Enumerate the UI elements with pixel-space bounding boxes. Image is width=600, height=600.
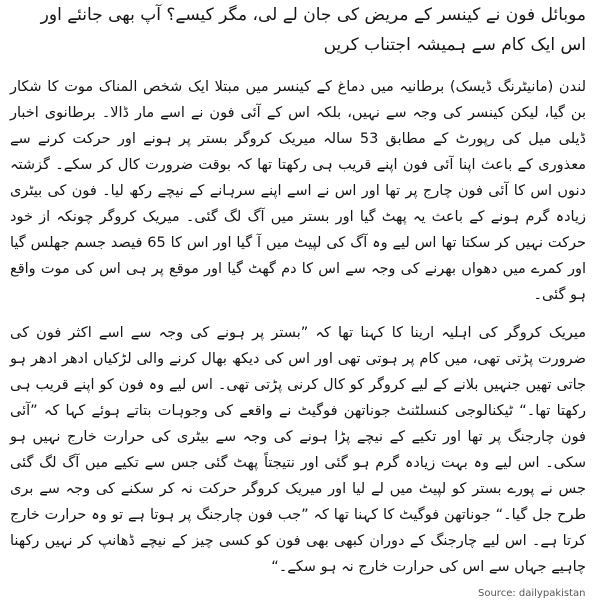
- source-credit: Source: dailypakistan: [478, 588, 586, 599]
- article-paragraph-2: میریک کروگر کی اہلیہ ارینا کا کہنا تھا کہ ”بستر پر ہونے کی وجہ سے اسے اکثر فون کی ضرورت پڑتی تھی، میں کام پر ہوتی تھی اور اس کی دیکھ بھال کرنے والی لڑکیاں ادھر ادھر ہو جاتی تھیں جنہیں بلانے کے لیے کروگر کو کال کرنی پڑتی تھی۔ اس لیے وہ فون کو اپنے قریب ہی رکھتا تھا۔“ ٹیکنالوجی کنسلٹنٹ جوناتھن فوگیٹ نے واقعے کی وجوہات بتاتے ہوئے کہا کہ ”آئی فون چارجنگ پر تھا اور تکیے کے نیچے پڑا ہونے کی وجہ سے بیٹری کی حرارت خارج نہیں ہو سکی۔ اس لیے وہ بہت زیادہ گرم ہو گئی اور نتیجتاً پھٹ گئی جس سے تکیے میں آگ لگ گئی جس نے پورے بستر کو لپیٹ میں لے لیا اور میریک کروگر حرکت نہ کر سکنے کی وجہ سے بری طرح جل گیا۔“ جوناتھن فوگیٹ کا کہنا تھا کہ ”جب فون چارجنگ پر ہوتا ہے تو وہ حرارت خارج کرتا ہے۔ اس لیے چارجنگ کے دوران کبھی بھی فون کو کسی چیز کے نیچے ڈھانپ کر نہیں رکھنا چاہیے جہاں سے اس کی حرارت خارج نہ ہو سکے۔“: [10, 325, 586, 575]
- article-paragraph-1: لندن (مانیٹرنگ ڈیسک) برطانیہ میں دماغ کے کینسر میں مبتلا ایک شخص المناک موت کا شکار بن گیا، لیکن کینسر کی وجہ سے نہیں، بلکہ اس کے آئی فون نے اسے مار ڈالا۔ برطانوی اخبار ڈیلی میل کی رپورٹ کے مطابق 53 سالہ میریک کروگر بستر پر ہونے اور حرکت کرنے سے معذوری کے باعث اپنا آئی فون اپنے قریب ہی رکھتا تھا کہ بوقت ضرورت کال کر سکے۔ گزشتہ دنوں اس کا آئی فون چارج پر تھا اور اس نے اسے اپنے سرہانے کے نیچے رکھ لیا۔ فون کی بیٹری زیادہ گرم ہونے کے باعث یہ پھٹ گیا اور بستر میں آگ لگ گئی۔ میریک کروگر چونکہ از خود حرکت نہیں کر سکتا تھا اس لیے وہ آگ کی لپیٹ میں آ گیا اور اس کا 65 فیصد جسم جھلس گیا اور کمرے میں دھواں بھرنے کی وجہ سے اس کا دم گھٹ گیا اور موقع پر ہی اس کی موت واقع ہو گئی۔: [10, 79, 586, 303]
- article-title: موبائل فون نے کینسر کے مریض کی جان لے لی، مگر کیسے؟ آپ بھی جانئے اور اس ایک کام سے ہمیشہ اجتناب کریں: [40, 5, 586, 55]
